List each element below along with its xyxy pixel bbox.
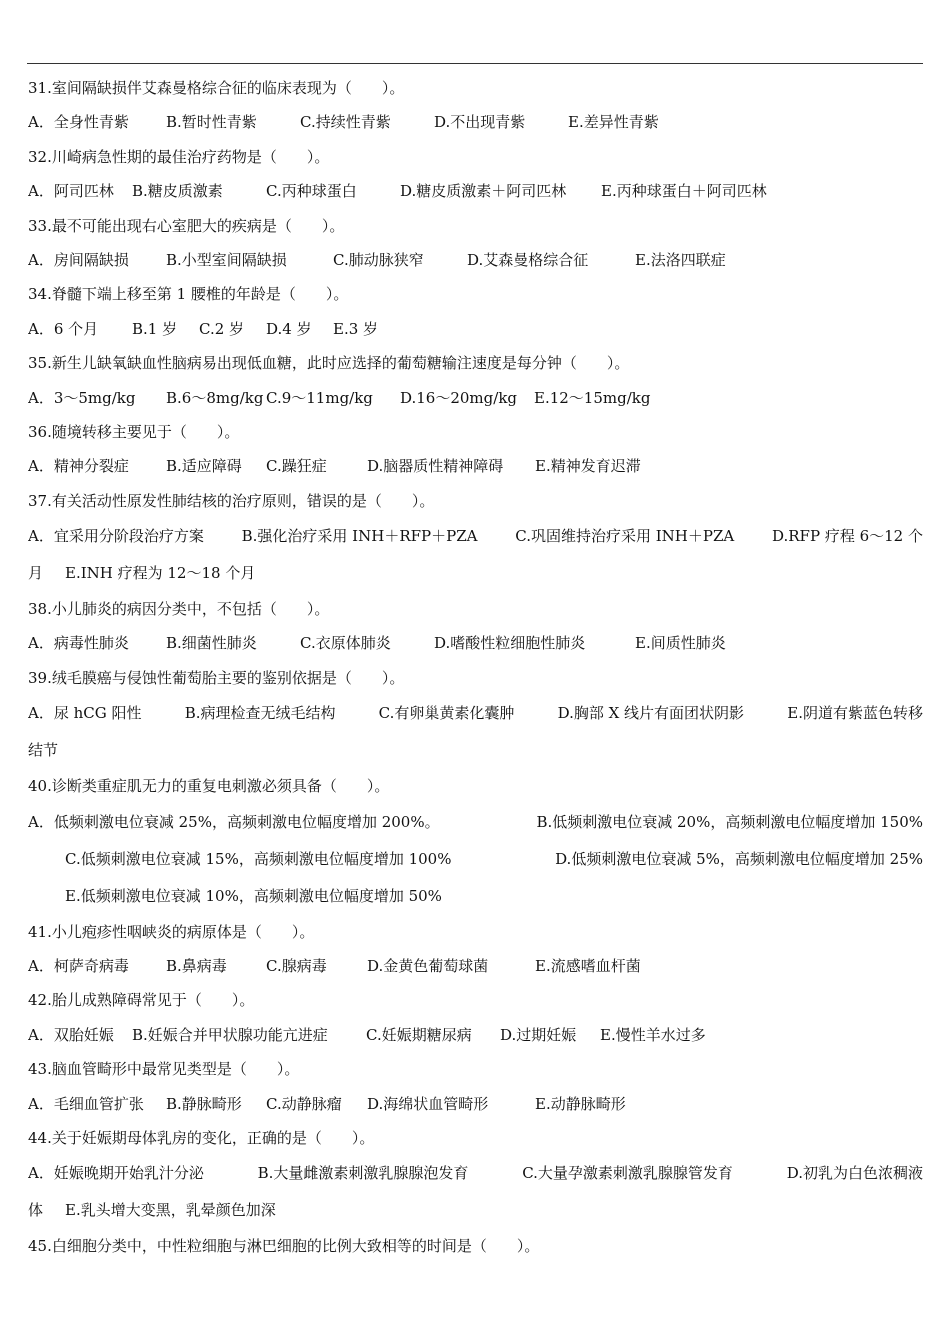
option-a: A．宜采用分阶段治疗方案 [28,527,204,546]
question-32-options [28,174,923,208]
option-d: D.胸部 X 线片有面团状阴影 [557,704,745,723]
option-b: B.糖皮质激素 [132,182,223,201]
question-43-options [28,1087,923,1121]
option-e: E.阴道有紫蓝色转移 [787,704,923,723]
option-a: A．阿司匹林 [28,182,114,201]
option-d: D.糖皮质激素＋阿司匹林 [400,182,567,201]
question-35-stem: 35.新生儿缺氧缺血性脑病易出现低血糖，此时应选择的葡萄糖输注速度是每分钟（ ）。 [28,354,630,373]
option-c: C.妊娠期糖尿病 [366,1025,472,1044]
option-d: D.初乳为白色浓稠液 [786,1164,923,1183]
option-b: B.小型室间隔缺损 [166,250,287,269]
option-a: A．房间隔缺损 [28,250,129,269]
question-36-options [28,449,923,483]
option-c: C.丙种球蛋白 [266,182,357,201]
question-43-stem: 43.脑血管畸形中最常见类型是（ ）。 [28,1060,300,1079]
option-c: C.躁狂症 [266,457,327,476]
option-d: D.海绵状血管畸形 [367,1094,489,1113]
option-a: A．妊娠晚期开始乳汁分泌 [28,1164,204,1183]
option-c: C.大量孕激素刺激乳腺腺管发育 [522,1164,733,1183]
option-c: C.9～11mg/kg [266,388,373,407]
option-c: C.肺动脉狭窄 [333,250,424,269]
question-39-stem: 39.绒毛膜癌与侵蚀性葡萄胎主要的鉴别依据是（ ）。 [28,668,405,687]
option-c: C.2 岁 [199,319,245,338]
option-c: C.动静脉瘤 [266,1094,342,1113]
option-b: B.适应障碍 [166,457,242,476]
question-39-options-cont [28,732,923,769]
option-b: B.妊娠合并甲状腺功能亢进症 [132,1025,328,1044]
option-d: D.脑器质性精神障碍 [367,457,504,476]
option-c: C.腺病毒 [266,957,327,976]
question-31-stem: 31.室间隔缺损伴艾森曼格综合征的临床表现为（ ）。 [28,79,405,97]
wrap-text: 体 [28,1201,44,1220]
option-d: D.艾森曼格综合征 [467,250,589,269]
question-32-stem: 32.川崎病急性期的最佳治疗药物是（ ）。 [28,147,330,166]
option-e: E.动静脉畸形 [535,1094,626,1113]
option-e: E.3 岁 [333,319,379,338]
wrap-text: 结节 [28,741,59,760]
question-34-stem: 34.脊髓下端上移至第 1 腰椎的年龄是（ ）。 [28,285,349,304]
option-a: A．毛细血管扩张 [28,1094,144,1113]
option-a: A．尿 hCG 阳性 [28,704,142,723]
question-33-stem: 33.最不可能出现右心室肥大的疾病是（ ）。 [28,216,345,235]
option-b: B.鼻病毒 [166,957,227,976]
option-e: E.慢性羊水过多 [600,1025,706,1044]
question-44-options [28,1155,923,1192]
question-40-options-2 [28,841,923,878]
option-c: C.持续性青紫 [300,113,391,132]
question-37-stem: 37.有关活动性原发性肺结核的治疗原则，错误的是（ ）。 [28,491,435,510]
question-41-stem: 41.小儿疱疹性咽峡炎的病原体是（ ）。 [28,922,315,941]
question-40-options-3 [28,878,923,915]
option-e: E.INH 疗程为 12～18 个月 [65,564,256,583]
option-a: A．精神分裂症 [28,457,129,476]
option-a: A．双胎妊娠 [28,1025,114,1044]
question-35-options [28,381,923,415]
question-38-options [28,626,923,660]
question-40-stem: 40.诊断类重症肌无力的重复电刺激必须具备（ ）。 [28,777,390,796]
question-37-options-cont [28,555,923,592]
question-34-options [28,312,923,346]
option-c: C.有卵巢黄素化囊肿 [378,704,515,723]
option-e: E.差异性青紫 [568,113,659,132]
option-b: B.病理检查无绒毛结构 [184,704,336,723]
option-a: A．低频刺激电位衰减 25%，高频刺激电位幅度增加 200%。 [28,812,440,831]
option-a: A．3～5mg/kg [28,388,136,407]
option-c: C.巩固维持治疗采用 INH＋PZA [515,527,735,546]
option-a: A．全身性青紫 [28,113,129,132]
header-rule [27,63,923,64]
option-d: D.金黄色葡萄球菌 [367,957,489,976]
option-e: E.丙种球蛋白＋阿司匹林 [601,182,767,201]
option-a: A．病毒性肺炎 [28,634,129,653]
question-38-stem: 38.小儿肺炎的病因分类中，不包括（ ）。 [28,600,330,619]
option-b: B.暂时性青紫 [166,113,257,132]
option-a: A．柯萨奇病毒 [28,957,129,976]
option-d: D.16～20mg/kg [400,388,518,407]
question-41-options [28,949,923,983]
question-42-options [28,1018,923,1052]
option-d: D.嗜酸性粒细胞性肺炎 [434,634,586,653]
option-b: B.细菌性肺炎 [166,634,257,653]
question-39-options [28,695,923,732]
question-44-options-cont [28,1192,923,1229]
option-d: D.不出现青紫 [434,113,526,132]
question-42-stem: 42.胎儿成熟障碍常见于（ ）。 [28,991,255,1010]
option-d: D.RFP 疗程 6～12 个 [772,527,923,546]
question-40-options [28,804,923,841]
option-b: B.强化治疗采用 INH＋RFP＋PZA [241,527,478,546]
option-d: D.低频刺激电位衰减 5%，高频刺激电位幅度增加 25% [555,849,923,868]
option-e: E.低频刺激电位衰减 10%，高频刺激电位幅度增加 50% [65,886,442,905]
question-45-stem: 45.白细胞分类中，中性粒细胞与淋巴细胞的比例大致相等的时间是（ ）。 [28,1237,540,1256]
question-44-stem: 44.关于妊娠期母体乳房的变化，正确的是（ ）。 [28,1128,375,1147]
option-d: D.4 岁 [266,319,312,338]
option-e: E.间质性肺炎 [635,634,726,653]
question-31-options [28,105,923,139]
option-e: E.12～15mg/kg [534,388,651,407]
option-c: C.低频刺激电位衰减 15%，高频刺激电位幅度增加 100% [65,849,452,868]
question-37-options [28,518,923,555]
option-b: B.大量雌激素刺激乳腺腺泡发育 [257,1164,469,1183]
option-c: C.衣原体肺炎 [300,634,391,653]
question-list [28,71,923,1264]
option-b: B.6～8mg/kg [166,388,264,407]
option-e: E.流感嗜血杆菌 [535,957,641,976]
option-b: B.静脉畸形 [166,1094,242,1113]
question-33-options [28,243,923,277]
option-e: E.乳头增大变黑，乳晕颜色加深 [65,1201,276,1220]
question-36-stem: 36.随境转移主要见于（ ）。 [28,422,240,441]
option-d: D.过期妊娠 [500,1025,577,1044]
option-b: B.1 岁 [132,319,178,338]
option-e: E.法洛四联症 [635,250,726,269]
wrap-text: 月 [28,564,44,583]
option-e: E.精神发育迟滞 [535,457,641,476]
option-b: B.低频刺激电位衰减 20%，高频刺激电位幅度增加 150% [536,812,923,831]
option-a: A．6 个月 [28,319,99,338]
